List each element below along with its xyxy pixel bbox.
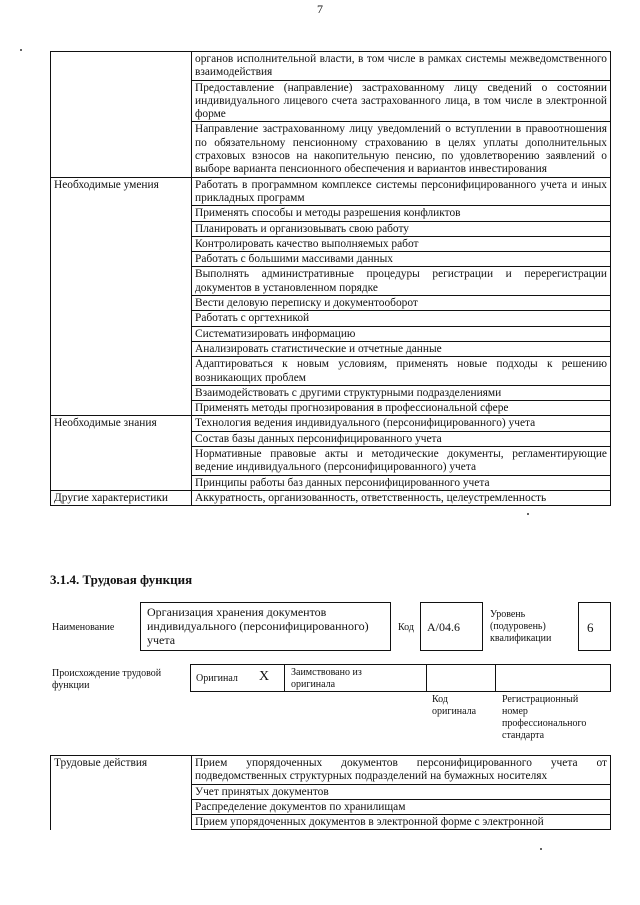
table-cell: Предоставление (направление) застрахованному лицу сведений о состоянии индивидуального лицевого счета застрахованного лица, в том числе в электронной форме	[192, 80, 611, 122]
original-box	[190, 664, 285, 692]
skill-item: Взаимодействовать с другими структурными подразделениями	[192, 385, 611, 400]
skill-item: Работать в программном комплексе системы персонифицированного учета и иных прикладных программ	[192, 177, 611, 206]
table-row	[51, 431, 611, 446]
skill-item: Систематизировать информацию	[192, 326, 611, 341]
skill-item: Выполнять административные процедуры регистрации и перерегистрации документов в установленном порядке	[192, 267, 611, 296]
label-cell-empty	[51, 475, 192, 490]
section-heading: 3.1.4. Трудовая функция	[50, 572, 193, 587]
table-row	[51, 447, 611, 476]
table-row	[51, 236, 611, 251]
actions-label: Трудовые действия	[51, 756, 192, 830]
code-value-box	[420, 602, 483, 651]
action-item: Прием упорядоченных документов персонифицированного учета от подведомственных структурных подразделений на бумажных носителях	[192, 756, 611, 785]
table-cell: Направление застрахованному лицу уведомлений о вступлении в правоотношения по обязательному пенсионному страхованию в целях уплаты дополнительных страховых взносов на накопительную пенсию, по удовлетворению заявлений о выборе варианта пенсионного обеспечения и вариантов инвестирования	[192, 122, 611, 177]
table-row	[51, 177, 611, 206]
label-cell-empty	[51, 447, 192, 476]
label-cell-empty	[51, 431, 192, 446]
table-row	[51, 52, 611, 81]
borrowed-box	[285, 664, 427, 692]
level-value: 6	[587, 620, 594, 635]
origin-label: Происхождение трудовой функции	[52, 668, 162, 691]
knowledge-item: Принципы работы баз данных персонифицированного учета	[192, 475, 611, 490]
scan-speck	[527, 513, 529, 515]
table-row	[51, 252, 611, 267]
code-label: Код	[398, 622, 414, 633]
name-label: Наименование	[52, 622, 115, 633]
table-row	[51, 490, 611, 505]
label-cell-empty	[51, 326, 192, 341]
level-label: Уровень (подуровень) квалификации	[490, 609, 552, 644]
knowledge-label: Необходимые знания	[51, 416, 192, 431]
label-cell-empty	[51, 206, 192, 221]
label-cell-empty	[51, 267, 192, 296]
table-row	[51, 475, 611, 490]
label-cell-empty	[51, 385, 192, 400]
skill-item: Применять способы и методы разрешения конфликтов	[192, 206, 611, 221]
table-row	[51, 756, 611, 785]
table-row	[51, 416, 611, 431]
table-cell: органов исполнительной власти, в том числе в рамках системы межведомственного взаимодействия	[192, 52, 611, 81]
other-item: Аккуратность, организованность, ответственность, целеустремленность	[192, 490, 611, 505]
skills-label: Необходимые умения	[51, 177, 192, 206]
skill-item: Контролировать качество выполняемых работ	[192, 236, 611, 251]
continued-label-cell	[51, 52, 192, 81]
table-row	[51, 385, 611, 400]
borrowed-label: Заимствовано из оригинала	[291, 667, 362, 690]
label-cell-empty	[51, 341, 192, 356]
knowledge-item: Нормативные правовые акты и методические документы, регламентирующие ведение индивидуального (персонифицированного) учета	[192, 447, 611, 476]
table-row	[51, 122, 611, 177]
skill-item: Вести деловую переписку и документооборот	[192, 296, 611, 311]
skill-item: Применять методы прогнозирования в профессиональной сфере	[192, 401, 611, 416]
scan-speck	[540, 848, 542, 850]
table-row	[51, 311, 611, 326]
name-value-box	[140, 602, 391, 651]
action-item: Распределение документов по хранилищам	[192, 799, 611, 814]
table-row	[51, 80, 611, 122]
knowledge-item: Технология ведения индивидуального (персонифицированного) учета	[192, 416, 611, 431]
skill-item: Работать с оргтехникой	[192, 311, 611, 326]
skill-item: Работать с большими массивами данных	[192, 252, 611, 267]
label-cell-empty	[51, 252, 192, 267]
label-cell-empty	[51, 296, 192, 311]
table-row	[51, 267, 611, 296]
page-number: 7	[317, 2, 323, 16]
code-original-box	[426, 664, 496, 692]
action-item: Прием упорядоченных документов в электронной форме с электронной	[192, 815, 611, 830]
table-row	[51, 206, 611, 221]
other-label: Другие характеристики	[51, 490, 192, 505]
table-row	[51, 221, 611, 236]
level-value-box	[578, 602, 611, 651]
label-cell-empty	[51, 221, 192, 236]
code-value: А/04.6	[427, 620, 460, 634]
scan-speck	[20, 49, 22, 51]
table-row	[51, 357, 611, 386]
actions-table	[50, 755, 611, 830]
label-cell-empty	[51, 236, 192, 251]
continued-label-cell	[51, 122, 192, 177]
code-original-label: Код оригинала	[432, 694, 477, 717]
reg-number-label: Регистрационный номер профессионального стандарта	[502, 694, 587, 741]
original-label: Оригинал	[196, 673, 238, 684]
name-value: Организация хранения документов индивидуального (персонифицированного) учета	[147, 605, 369, 647]
table-row	[51, 296, 611, 311]
original-mark: X	[259, 669, 270, 684]
continued-label-cell	[51, 80, 192, 122]
table-row	[51, 341, 611, 356]
reg-number-box	[495, 664, 611, 692]
label-cell-empty	[51, 311, 192, 326]
action-item: Учет принятых документов	[192, 784, 611, 799]
knowledge-item: Состав базы данных персонифицированного учета	[192, 431, 611, 446]
table-row	[51, 326, 611, 341]
skill-item: Адаптироваться к новым условиям, применять новые подходы к решению возникающих проблем	[192, 357, 611, 386]
label-cell-empty	[51, 401, 192, 416]
skill-item: Анализировать статистические и отчетные данные	[192, 341, 611, 356]
table-row	[51, 401, 611, 416]
requirements-table	[50, 51, 611, 506]
label-cell-empty	[51, 357, 192, 386]
skill-item: Планировать и организовывать свою работу	[192, 221, 611, 236]
